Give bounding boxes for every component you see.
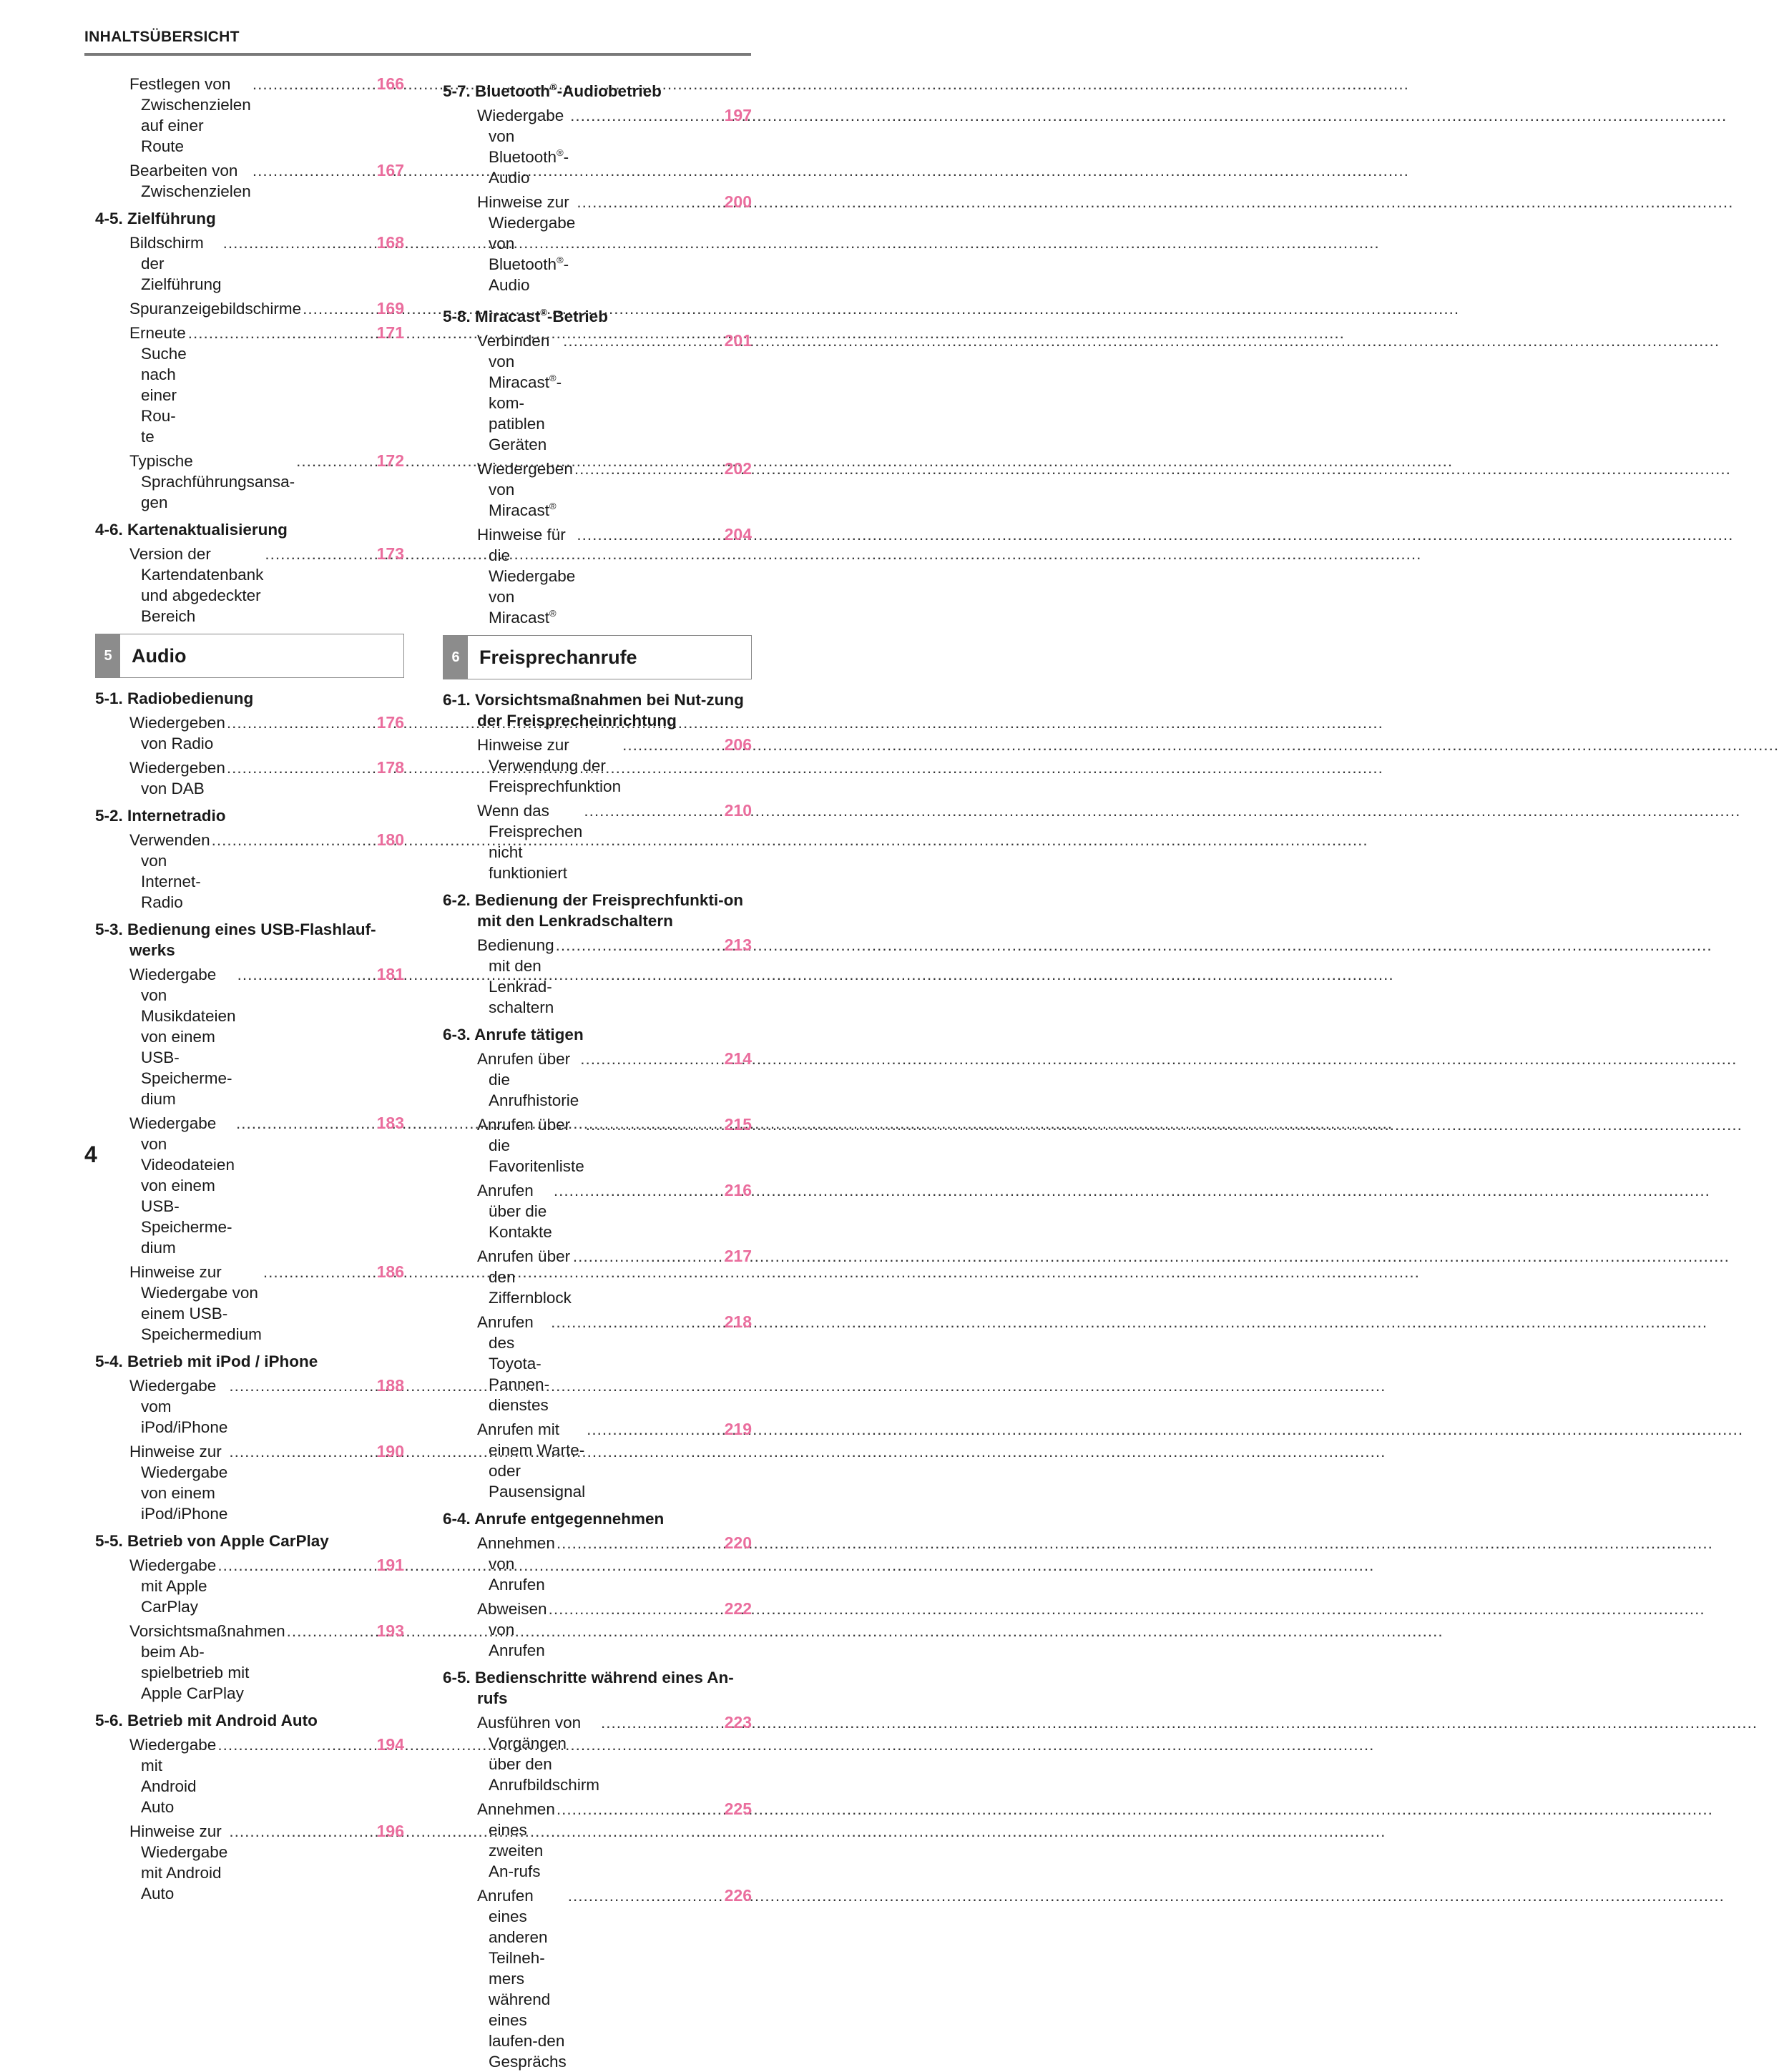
dot-leader <box>229 1821 375 1842</box>
toc-page-link[interactable]: 166 <box>376 74 404 93</box>
toc-page-link[interactable]: 167 <box>376 161 404 180</box>
dot-leader <box>236 1113 376 1134</box>
toc-entry[interactable] <box>443 1712 752 1795</box>
toc-entry-text: Wiedergeben von DAB <box>129 759 225 797</box>
toc-column-left <box>95 70 404 1904</box>
dot-leader <box>237 964 376 985</box>
toc-entry-text: Bearbeiten von Zwischenzielen <box>129 162 251 200</box>
dot-leader <box>563 330 723 351</box>
dot-leader <box>265 544 375 564</box>
toc-page-link[interactable]: 204 <box>724 525 752 544</box>
toc-entry[interactable] <box>443 800 752 883</box>
toc-entry-text: Wiedergabe mit Apple CarPlay <box>129 1556 217 1616</box>
toc-entry-text: Version der Kartendatenbank und abgedeckter Bereich <box>129 545 264 625</box>
toc-entry-text: Anrufen eines anderen Teilneh-mers während eines laufen-den Gesprächs <box>477 1887 567 2071</box>
toc-entry[interactable] <box>443 735 752 797</box>
dot-leader <box>577 524 722 545</box>
toc-entry[interactable] <box>95 1441 404 1524</box>
dot-leader <box>586 1114 723 1135</box>
toc-entry-text: Wiedergabe mit Android Auto <box>129 1736 217 1816</box>
toc-group <box>95 805 404 913</box>
chapter-title: Audio <box>132 644 187 667</box>
dot-leader <box>570 105 722 126</box>
toc-section-title[interactable]: 5-2. Internetradio <box>95 807 226 825</box>
toc-page-link[interactable]: 202 <box>724 459 752 478</box>
toc-entry-text: Verwenden von Internet-Radio <box>129 831 210 911</box>
dot-leader <box>549 1599 723 1619</box>
toc-entry[interactable] <box>95 1113 404 1258</box>
toc-entry[interactable] <box>443 1114 752 1177</box>
toc-entry-text: Wiedergabe vom iPod/iPhone <box>129 1377 228 1436</box>
toc-group <box>95 688 404 799</box>
dot-leader <box>568 1885 723 1906</box>
toc-page-link[interactable]: 220 <box>724 1533 752 1552</box>
toc-page-link[interactable]: 226 <box>724 1886 752 1905</box>
dot-leader <box>551 1312 723 1332</box>
toc-entry[interactable] <box>95 1621 404 1704</box>
toc-group <box>95 519 404 627</box>
toc-entry-text: Wiedergabe von Bluetooth®-Audio <box>477 107 569 187</box>
toc-entry[interactable] <box>95 1821 404 1904</box>
toc-entry-text: Vorsichtsmaßnahmen beim Ab-spielbetrieb mit Apple CarPlay <box>129 1622 285 1702</box>
toc-section-title[interactable]: 6-5. Bedienschritte während eines An-rufs <box>443 1669 734 1707</box>
dot-leader <box>217 1555 375 1576</box>
dot-leader <box>573 1246 723 1267</box>
toc-entry-text: Abweisen von Anrufen <box>477 1600 547 1659</box>
dot-leader <box>223 232 376 253</box>
toc-entry-text: Spuranzeigebildschirme <box>129 300 302 318</box>
dot-leader <box>253 74 376 94</box>
registered-mark: ® <box>550 82 557 92</box>
toc-entry-text: Festlegen von Zwischenzielen auf einer Route <box>129 75 251 155</box>
toc-group <box>443 1508 752 1661</box>
toc-entry-text: Wiedergabe von Videodateien von einem USB-Speicherme-dium <box>129 1114 235 1257</box>
toc-entry-text: Wiedergeben von Radio <box>129 714 225 752</box>
dot-leader <box>253 160 376 181</box>
toc-page-link[interactable]: 201 <box>724 331 752 350</box>
toc-section-title[interactable]: 5-6. Betrieb mit Android Auto <box>95 1712 318 1729</box>
toc-entry[interactable] <box>95 757 404 799</box>
toc-entry[interactable] <box>95 323 404 447</box>
toc-page-link[interactable]: 225 <box>724 1800 752 1818</box>
toc-entry-text: Anrufen mit einem Warte- oder Pausensignal <box>477 1420 586 1501</box>
toc-entry[interactable] <box>95 830 404 913</box>
toc-entry[interactable] <box>95 74 404 157</box>
toc-page-link[interactable]: 200 <box>724 192 752 211</box>
dot-leader <box>557 1799 723 1820</box>
toc-section-title[interactable]: 5-1. Radiobedienung <box>95 689 254 707</box>
toc-group <box>95 919 404 1345</box>
toc-entry-text: Hinweise zur Wiedergabe von einem USB-Speichermedium <box>129 1263 262 1343</box>
toc-section-title[interactable]: 6-3. Anrufe tätigen <box>443 1026 584 1044</box>
toc-page-link[interactable]: 218 <box>724 1312 752 1331</box>
toc-page-link[interactable]: 197 <box>724 106 752 124</box>
dot-leader <box>622 735 723 755</box>
toc-group <box>95 74 404 202</box>
toc-page-link[interactable]: 196 <box>376 1822 404 1840</box>
dot-leader <box>296 451 375 471</box>
page-number: 4 <box>84 1141 97 1167</box>
toc-entry[interactable] <box>95 1262 404 1345</box>
toc-entry[interactable] <box>95 160 404 202</box>
chapter-heading[interactable] <box>95 634 404 678</box>
dot-leader <box>287 1621 376 1641</box>
toc-entry-text: Hinweise zur Wiedergabe mit Android Auto <box>129 1822 228 1902</box>
toc-group <box>443 890 752 1018</box>
toc-section-title[interactable]: 5-4. Betrieb mit iPod / iPhone <box>95 1352 318 1370</box>
chapter-heading[interactable] <box>443 635 752 679</box>
dot-leader <box>574 458 723 479</box>
toc-entry-text: Wiedergeben von Miracast® <box>477 460 573 519</box>
toc-section-title[interactable]: 5-7. Bluetooth®-Audiobetrieb <box>443 82 662 100</box>
toc-page-link[interactable]: 176 <box>376 713 404 732</box>
toc-page-link[interactable]: 186 <box>376 1262 404 1281</box>
toc-group <box>95 1710 404 1904</box>
toc-page-link[interactable]: 190 <box>376 1442 404 1460</box>
dot-leader <box>263 1262 376 1282</box>
toc-page-link[interactable]: 217 <box>724 1247 752 1265</box>
toc-page-link[interactable]: 172 <box>376 451 404 470</box>
toc-group <box>95 1531 404 1704</box>
toc-entry-text: Anrufen über die Kontakte <box>477 1182 552 1241</box>
dot-leader <box>227 757 376 778</box>
toc-entry-text: Bedienung mit den Lenkrad-schaltern <box>477 936 554 1016</box>
dot-leader <box>229 1375 375 1396</box>
toc-entry-text: Hinweise zur Wiedergabe von einem iPod/iPhone <box>129 1443 228 1523</box>
page-header-title: INHALTSÜBERSICHT <box>84 29 240 45</box>
toc-entry[interactable] <box>95 964 404 1109</box>
toc-page-link[interactable]: 210 <box>724 801 752 820</box>
toc-entry[interactable] <box>95 1555 404 1617</box>
toc-section-title[interactable]: 4-6. Kartenaktualisierung <box>95 521 288 539</box>
toc-entry-text: Wiedergabe von Musikdateien von einem USB-Speicherme-dium <box>129 966 236 1108</box>
dot-leader <box>601 1712 723 1733</box>
toc-page-link[interactable]: 213 <box>724 936 752 954</box>
dot-leader <box>554 1180 723 1201</box>
toc-group <box>443 77 752 295</box>
toc-column-right <box>443 70 752 2072</box>
toc-group <box>95 1351 404 1524</box>
toc-entry-text: Anrufen über die Favoritenliste <box>477 1116 584 1175</box>
toc-entry-text: Hinweise zur Verwendung der Freisprechfunktion <box>477 736 622 795</box>
toc-entry-text: Annehmen von Anrufen <box>477 1534 555 1594</box>
toc-page-link[interactable]: 191 <box>376 1556 404 1574</box>
toc-group <box>443 689 752 883</box>
toc-page-link[interactable]: 180 <box>376 830 404 849</box>
dot-leader <box>580 1049 722 1069</box>
toc-entry-text: Bildschirm der Zielführung <box>129 234 222 293</box>
toc-entry[interactable] <box>95 544 404 627</box>
toc-entry-text: Hinweise zur Wiedergabe von Bluetooth®-Audio <box>477 193 576 294</box>
toc-entry-text: Verbinden von Miracast®-kom-patiblen Geräten <box>477 332 562 453</box>
chapter-title: Freisprechanrufe <box>479 646 637 668</box>
dot-leader <box>227 712 376 733</box>
toc-entry[interactable] <box>443 105 752 188</box>
toc-section-title[interactable]: 6-2. Bedienung der Freisprechfunkti-on mit den Lenkradschaltern <box>443 891 744 930</box>
toc-group <box>443 1024 752 1502</box>
toc-entry[interactable] <box>95 712 404 754</box>
dot-leader <box>584 800 722 821</box>
toc-entry[interactable] <box>443 330 752 455</box>
toc-section-title[interactable]: 5-5. Betrieb von Apple CarPlay <box>95 1532 329 1550</box>
toc-page-link[interactable]: 222 <box>724 1599 752 1618</box>
toc-page-link[interactable]: 188 <box>376 1376 404 1395</box>
toc-page-link[interactable]: 216 <box>724 1181 752 1199</box>
toc-entry-text: Anrufen über die Anrufhistorie <box>477 1050 579 1109</box>
toc-entry[interactable] <box>95 232 404 295</box>
toc-page-link[interactable]: 193 <box>376 1621 404 1640</box>
registered-mark: ® <box>549 501 557 511</box>
toc-entry[interactable] <box>443 524 752 628</box>
toc-page-link[interactable]: 206 <box>724 735 752 754</box>
registered-mark: ® <box>540 307 547 318</box>
dot-leader <box>556 935 723 956</box>
toc-entry[interactable] <box>95 451 404 513</box>
toc-entry[interactable] <box>443 192 752 295</box>
toc-entry-text: Anrufen über den Ziffernblock <box>477 1247 572 1307</box>
toc-entry[interactable] <box>443 1533 752 1595</box>
toc-entry-text: Anrufen des Toyota-Pannen-dienstes <box>477 1313 550 1414</box>
toc-entry-text: Hinweise für die Wiedergabe von Miracast® <box>477 526 576 627</box>
toc-page-link[interactable]: 194 <box>376 1735 404 1754</box>
toc-page-link[interactable]: 173 <box>376 544 404 563</box>
toc-section-title[interactable]: 6-4. Anrufe entgegennehmen <box>443 1510 665 1528</box>
toc-page-link[interactable]: 168 <box>376 233 404 252</box>
toc-page-link[interactable]: 169 <box>376 299 404 318</box>
toc-entry-text: Erneute Suche nach einer Rou-te <box>129 324 187 446</box>
toc-page-link[interactable]: 181 <box>376 965 404 983</box>
page-header <box>84 27 751 56</box>
registered-mark: ® <box>549 373 557 383</box>
toc-entry[interactable] <box>443 458 752 521</box>
toc-entry[interactable] <box>95 1375 404 1438</box>
toc-section-title[interactable]: 5-3. Bedienung eines USB-Flashlauf-werks <box>95 920 376 959</box>
toc-entry[interactable] <box>443 1312 752 1415</box>
toc-entry-text: Annehmen eines zweiten An-rufs <box>477 1800 555 1880</box>
toc-page-link[interactable]: 178 <box>376 758 404 777</box>
toc-section-title[interactable]: 5-8. Miracast®-Betrieb <box>443 307 608 325</box>
dot-leader <box>587 1419 723 1440</box>
toc-entry[interactable] <box>95 298 404 319</box>
toc-entry[interactable] <box>443 1180 752 1242</box>
registered-mark: ® <box>557 147 564 158</box>
toc-entry[interactable] <box>443 1419 752 1502</box>
toc-group <box>95 208 404 513</box>
toc-group <box>443 302 752 628</box>
toc-entry[interactable] <box>443 1599 752 1661</box>
toc-section-title[interactable]: 6-1. Vorsichtsmaßnahmen bei Nut-zung der Freisprecheinrichtung <box>443 691 744 730</box>
chapter-number-tab: 5 <box>96 634 120 677</box>
toc-entry[interactable] <box>443 935 752 1018</box>
dot-leader <box>229 1441 375 1462</box>
toc-entry-text: Wenn das Freisprechen nicht funktioniert <box>477 802 583 882</box>
toc-entry[interactable] <box>443 1246 752 1308</box>
toc-entry[interactable] <box>95 1734 404 1817</box>
dot-leader <box>303 298 375 319</box>
toc-entry-text: Ausführen von Vorgängen über den Anrufbildschirm <box>477 1714 600 1794</box>
toc-page-link[interactable]: 214 <box>724 1049 752 1068</box>
toc-entry-text: Typische Sprachführungsansa-gen <box>129 452 295 511</box>
toc-entry[interactable] <box>443 1049 752 1111</box>
toc-page-link[interactable]: 171 <box>376 323 404 342</box>
toc-group <box>443 1667 752 2072</box>
toc-page-link[interactable]: 183 <box>376 1114 404 1132</box>
toc-page-link[interactable]: 223 <box>724 1713 752 1732</box>
toc-entry[interactable] <box>443 1885 752 2072</box>
chapter-number-tab: 6 <box>443 636 468 679</box>
dot-leader <box>557 1533 723 1553</box>
dot-leader <box>577 192 722 212</box>
dot-leader <box>188 323 376 343</box>
toc-page-link[interactable]: 219 <box>724 1420 752 1438</box>
toc-section-title[interactable]: 4-5. Zielführung <box>95 210 216 227</box>
toc-page-link[interactable]: 215 <box>724 1115 752 1134</box>
toc-entry[interactable] <box>443 1799 752 1882</box>
dot-leader <box>212 830 376 850</box>
dot-leader <box>217 1734 375 1755</box>
registered-mark: ® <box>557 255 564 265</box>
registered-mark: ® <box>549 608 557 619</box>
